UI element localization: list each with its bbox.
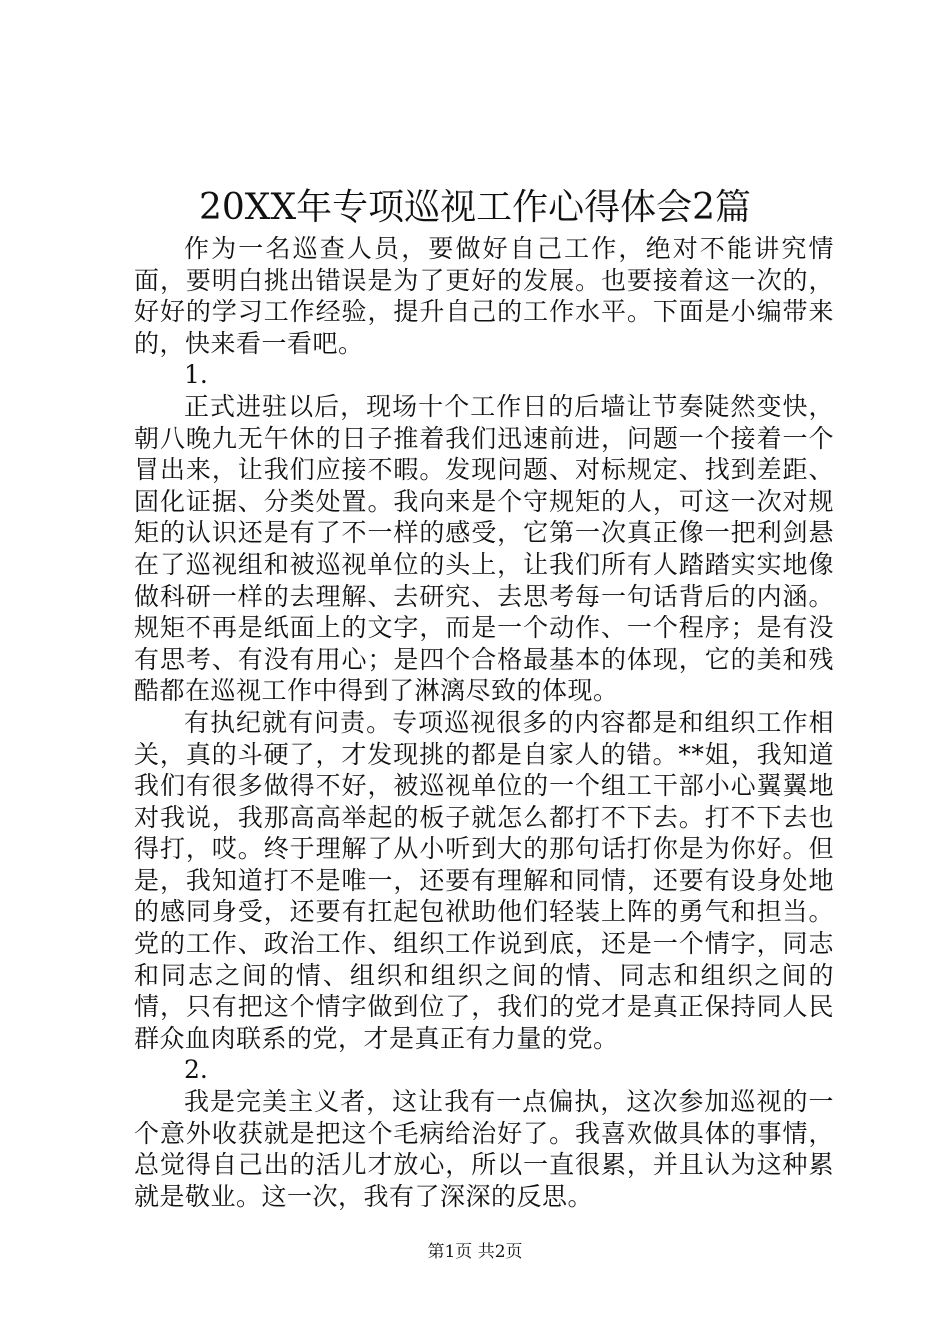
document-title: 20XX年专项巡视工作心得体会2篇	[199, 187, 751, 228]
body-paragraph: 有执纪就有问责。专项巡视很多的内容都是和组织工作相关，真的斗硬了，才发现挑的都是自家人的错。**姐，我知道我们有很多做得不好，被巡视单位的一个组工干部小心翼翼地对我说，我那高高举起的板子就怎么都打不下去。打不下去也得打，哎。终于理解了从小听到大的那句话打你是为你好。但是，我知道打不是唯一，还要有理解和同情，还要有设身处地的感同身受，还要有扛起包袱助他们轻装上阵的勇气和担当。党的工作、政治工作、组织工作说到底，还是一个情字，同志和同志之间的情、组织和组织之间的情、同志和组织之间的情，只有把这个情字做到位了，我们的党才是真正保持同人民群众血肉联系的党，才是真正有力量的党。	[134, 707, 834, 1053]
section-number-1: 1.	[184, 360, 208, 390]
intro-paragraph: 作为一名巡查人员，要做好自己工作，绝对不能讲究情面，要明白挑出错误是为了更好的发展。也要接着这一次的，好好的学习工作经验，提升自己的工作水平。下面是小编带来的，快来看一看吧。	[134, 234, 834, 358]
page-footer: 第1页 共2页	[427, 1242, 523, 1262]
body-paragraph: 正式进驻以后，现场十个工作日的后墙让节奏陡然变快，朝八晚九无午休的日子推着我们迅速前进，问题一个接着一个冒出来，让我们应接不暇。发现问题、对标规定、找到差距、固化证据、分类处置。我向来是个守规矩的人，可这一次对规矩的认识还是有了不一样的感受，它第一次真正像一把利剑悬在了巡视组和被巡视单位的头上，让我们所有人踏踏实实地像做科研一样的去理解、去研究、去思考每一句话背后的内涵。规矩不再是纸面上的文字，而是一个动作、一个程序；是有没有思考、有没有用心；是四个合格最基本的体现，它的美和残酷都在巡视工作中得到了淋漓尽致的体现。	[134, 391, 834, 706]
body-paragraph: 我是完美主义者，这让我有一点偏执，这次参加巡视的一个意外收获就是把这个毛病给治好了。我喜欢做具体的事情，总觉得自己出的活儿才放心，所以一直很累，并且认为这种累就是敬业。这一次，我有了深深的反思。	[134, 1087, 834, 1211]
document-body	[134, 233, 834, 1212]
section-number-2: 2.	[184, 1055, 208, 1085]
